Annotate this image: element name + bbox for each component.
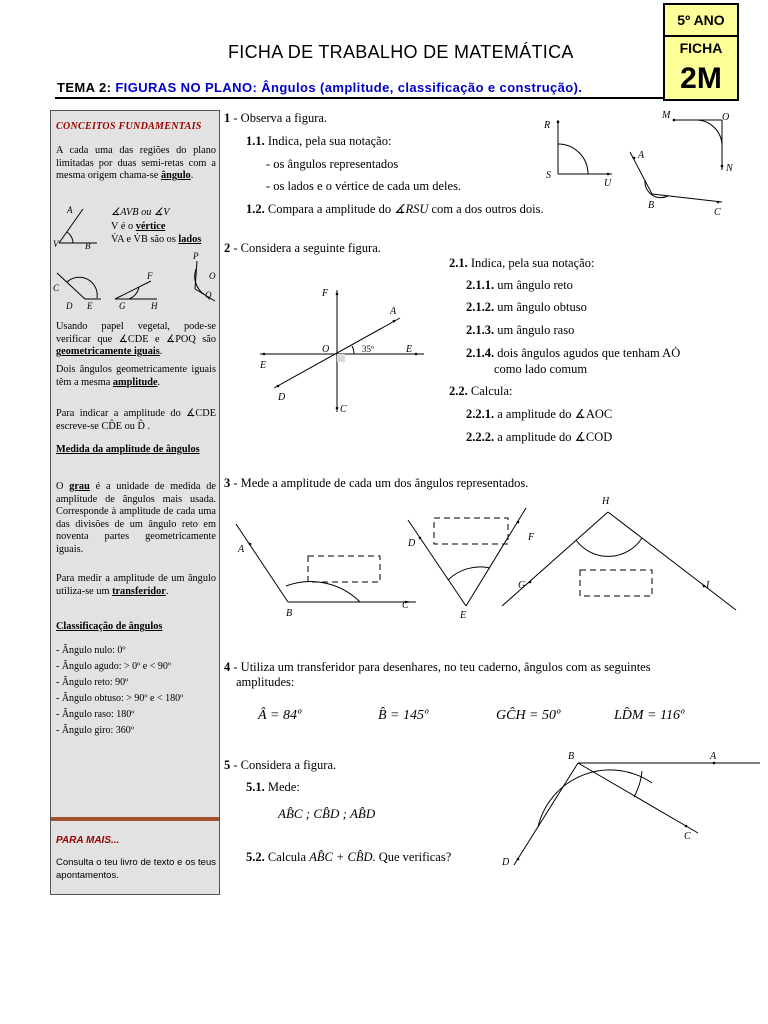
q4-angle-ldm: LD̂M = 116º xyxy=(614,708,685,723)
q1-1-b: - os lados e o vértice de cada um deles. xyxy=(266,179,462,193)
q1-1: 1.1. Indica, pela sua notação: xyxy=(246,134,392,148)
q2-1-2: 2.1.2. um ângulo obtuso xyxy=(466,300,587,314)
theme-topic: FIGURAS NO PLANO: Ângulos (amplitude, classificação e construção). xyxy=(115,80,583,95)
svg-text:R: R xyxy=(544,120,551,131)
sidebar-heading: CONCEITOS FUNDAMENTAIS xyxy=(56,121,202,132)
notation-2: V é o vértice xyxy=(111,221,166,232)
theme-divider xyxy=(55,97,665,99)
q3-header: 3 - Mede a amplitude de cada um dos ângulos representados. xyxy=(224,476,529,490)
q2-1-3: 2.1.3. um ângulo raso xyxy=(466,323,575,337)
q4-header: 4 - Utiliza um transferidor para desenhares, no teu caderno, ângulos com as seguintes xyxy=(224,660,651,674)
svg-text:B: B xyxy=(568,751,575,762)
grade-box xyxy=(663,3,739,101)
q5-2: 5.2. Calcula AB̂C + CB̂D. Que verificas? xyxy=(246,850,452,864)
class-item: - Ângulo giro: 360º xyxy=(56,725,134,736)
svg-text:F: F xyxy=(147,271,153,281)
sidebar-concepts xyxy=(50,110,220,895)
class-item: - Ângulo raso: 180º xyxy=(56,709,135,720)
svg-text:C: C xyxy=(340,404,347,415)
q2-figure xyxy=(254,280,434,420)
svg-text:H: H xyxy=(151,301,158,311)
q1-figure xyxy=(538,108,748,218)
svg-text:D: D xyxy=(408,538,416,549)
svg-text:G: G xyxy=(119,301,126,311)
label-a: A xyxy=(67,205,73,215)
sidebar-amplitude-text: Dois ângulos geometricamente iguais têm a mesma amplitude. xyxy=(56,364,216,388)
q1-1-a: - os ângulos representados xyxy=(266,157,399,171)
q5-header: 5 - Considera a figura. xyxy=(224,758,337,772)
svg-text:F: F xyxy=(322,288,329,299)
svg-text:B: B xyxy=(286,608,293,619)
angle-avb-figure xyxy=(53,203,103,251)
q5-1-angles: AB̂C ; CB̂D ; AB̂D xyxy=(278,806,376,821)
class-item: - Ângulo agudo: > 0º e < 90º xyxy=(56,661,171,672)
sidebar-congruent-text: Usando papel vegetal, pode-se verificar que ∡CDE e ∡POQ são geometricamente iguais. xyxy=(56,321,216,357)
q4-header-cont: amplitudes: xyxy=(236,675,295,689)
svg-text:O: O xyxy=(322,344,330,355)
q3-figure xyxy=(226,488,758,628)
q2-2: 2.2. Calcula: xyxy=(449,384,513,398)
svg-text:A: A xyxy=(238,544,245,555)
svg-text:I: I xyxy=(706,580,710,591)
sidebar-more-heading: PARA MAIS... xyxy=(56,835,120,846)
q1-2: 1.2. Compara a amplitude do ∡RSU com a dos outros dois. xyxy=(246,202,544,216)
svg-text:D: D xyxy=(502,857,510,868)
q2-1-4: 2.1.4. dois ângulos agudos que tenham AȮ xyxy=(466,346,681,360)
label-v: V xyxy=(53,239,59,249)
class-item: - Ângulo nulo: 0º xyxy=(56,645,126,656)
sidebar-measure-heading: Medida da amplitude de ângulos xyxy=(56,444,200,455)
q2-header: 2 - Considera a seguinte figura. xyxy=(224,241,381,255)
svg-text:F: F xyxy=(528,532,535,543)
sidebar-angle-definition: A cada uma das regiões do plano limitadas por duas semi-retas com a mesma origem chama-se ângulo. xyxy=(56,145,216,181)
q5-1: 5.1. Mede: xyxy=(246,780,300,794)
page-title: FICHA DE TRABALHO DE MATEMÁTICA xyxy=(228,42,574,62)
svg-text:D: D xyxy=(278,392,286,403)
svg-text:O: O xyxy=(209,271,216,281)
svg-text:N: N xyxy=(726,163,733,174)
svg-text:C: C xyxy=(684,831,691,842)
label-b: B xyxy=(85,241,91,251)
q5-figure xyxy=(498,745,764,875)
svg-text:U: U xyxy=(604,178,612,189)
svg-text:E: E xyxy=(260,360,267,371)
svg-text:P: P xyxy=(193,251,199,261)
sidebar-more-text: Consulta o teu livro de texto e os teus apontamentos. xyxy=(56,857,216,881)
theme-line xyxy=(57,80,582,95)
notation-1: ∡AVB ou ∡V xyxy=(111,207,170,218)
svg-text:A: A xyxy=(390,306,397,317)
svg-text:Q: Q xyxy=(205,290,212,300)
svg-text:E: E xyxy=(460,610,467,621)
class-item: - Ângulo obtuso: > 90º e < 180º xyxy=(56,693,184,704)
q2-2-2: 2.2.2. a amplitude do ∡COD xyxy=(466,430,613,444)
theme-prefix: TEMA 2: xyxy=(57,80,112,95)
svg-text:S: S xyxy=(546,170,551,181)
svg-text:H: H xyxy=(602,496,610,507)
svg-text:O: O xyxy=(722,112,730,123)
svg-text:E: E xyxy=(406,344,413,355)
sidebar-class-list xyxy=(56,643,216,739)
grade-year: 5º ANO xyxy=(665,5,737,37)
sidebar-protractor-text: Para medir a amplitude de um ângulo utiliza-se um transferidor. xyxy=(56,573,216,597)
svg-text:D: D xyxy=(66,301,73,311)
q4-angle-a: Â = 84º xyxy=(258,708,302,723)
sidebar-notation-text: Para indicar a amplitude do ∡CDE escreve-se CD̂E ou D̂ . xyxy=(56,408,216,432)
q2-2-1: 2.2.1. a amplitude do ∡AOC xyxy=(466,407,613,421)
svg-text:A: A xyxy=(710,751,717,762)
notation-3: V̇A e V̇B são os lados xyxy=(111,234,202,245)
angle-35-label: 35º xyxy=(362,344,374,354)
q2-1-1: 2.1.1. um ângulo reto xyxy=(466,278,573,292)
svg-text:C: C xyxy=(53,283,60,293)
svg-text:M: M xyxy=(662,110,671,121)
ficha-code: 2M xyxy=(680,62,722,95)
svg-text:B: B xyxy=(648,200,655,211)
svg-text:G: G xyxy=(518,580,526,591)
class-item: - Ângulo reto: 90º xyxy=(56,677,129,688)
ficha-label: FICHA xyxy=(679,40,723,56)
svg-text:A: A xyxy=(638,150,645,161)
sidebar-separator xyxy=(51,817,219,821)
q2-1-4-cont: como lado comum xyxy=(494,362,588,376)
sidebar-degree-text: O grau é a unidade de medida de amplitude de ângulos mais usada. Corresponde à amplitude de cada uma das divisões de um ângulo reto em noventa partes geometricamente iguais. xyxy=(56,481,216,555)
q2-1: 2.1. Indica, pela sua notação: xyxy=(449,256,595,270)
congruent-angles-figure xyxy=(53,251,219,311)
q4-angle-b: B̂ = 145º xyxy=(378,708,429,723)
svg-text:C: C xyxy=(714,207,721,218)
q4-angle-gch: GĈH = 50º xyxy=(496,708,561,723)
svg-text:C: C xyxy=(402,600,409,611)
q1-header: 1 - Observa a figura. xyxy=(224,111,328,125)
sidebar-class-heading: Classificação de ângulos xyxy=(56,621,163,632)
svg-text:E: E xyxy=(87,301,93,311)
